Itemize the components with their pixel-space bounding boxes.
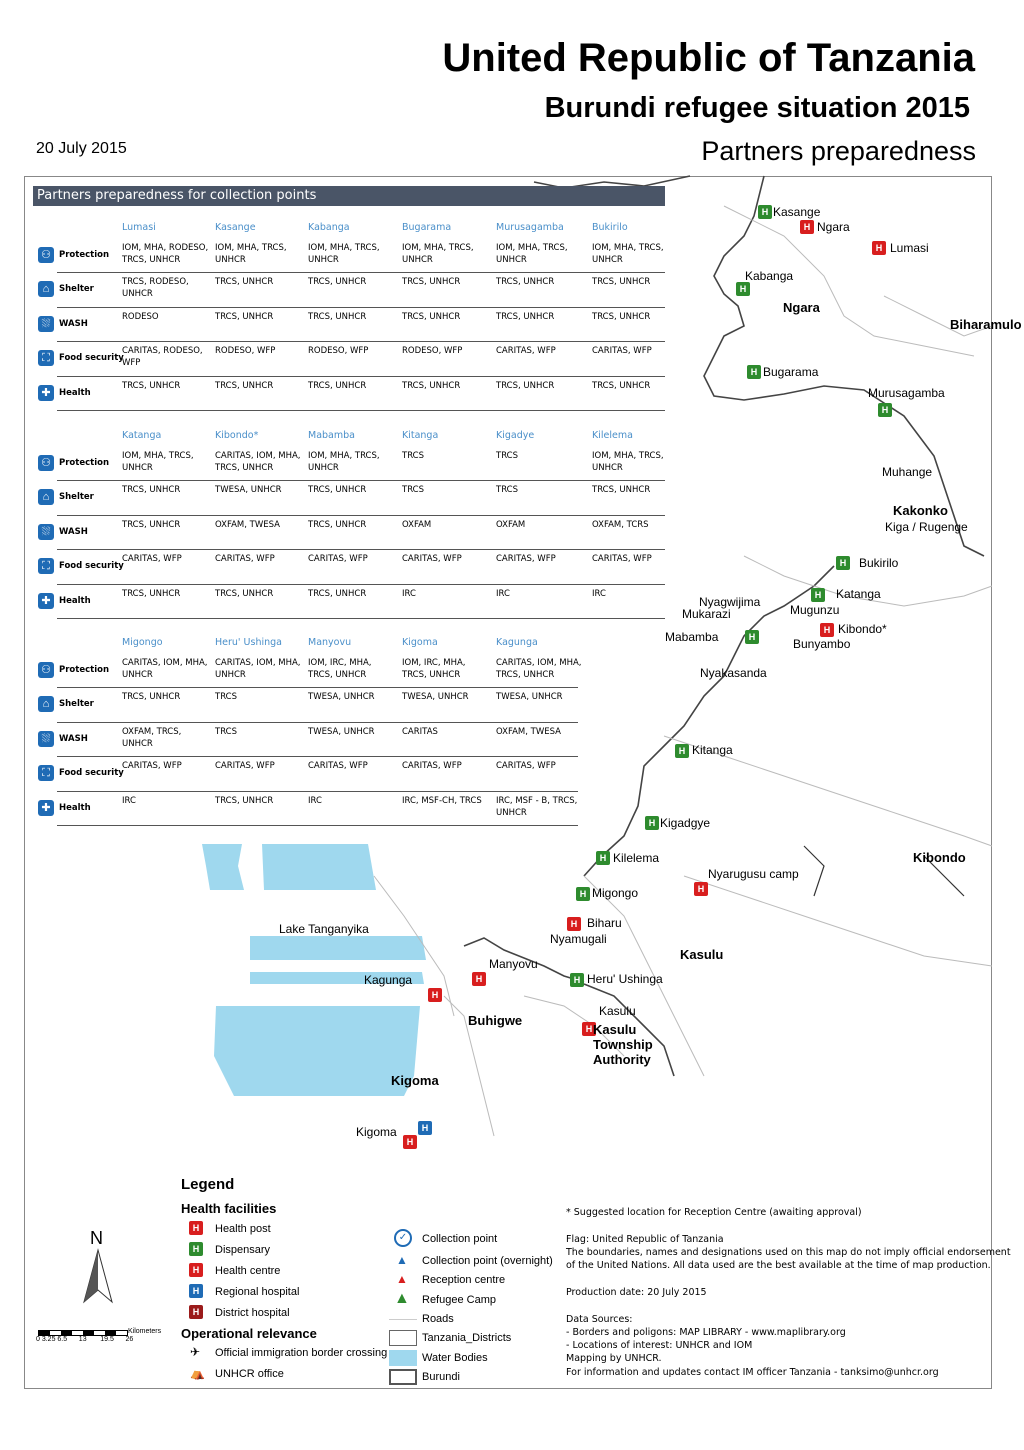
dispensary-icon: H: [576, 887, 590, 901]
map-label-mukarazi: Mukarazi: [682, 607, 731, 621]
dispensary-icon: H: [596, 851, 610, 865]
legend-title: Legend: [181, 1176, 235, 1193]
table-cell: CARITAS, WFP: [592, 346, 652, 357]
row-divider: [57, 825, 578, 826]
row-divider: [57, 618, 665, 619]
district-hospital-icon: H: [800, 220, 814, 234]
map-label-nyarugusu: Nyarugusu camp: [708, 867, 799, 881]
row-divider: [57, 341, 665, 342]
table-cell: RODESO, WFP: [402, 346, 463, 357]
table-cell: CARITAS, WFP: [215, 554, 275, 565]
table-cell: CARITAS, WFP: [308, 761, 368, 772]
site-header: Lumasi: [122, 222, 156, 233]
regional-hospital-icon: H: [418, 1121, 432, 1135]
row-divider: [57, 756, 578, 757]
table-cell: IOM, MHA, TRCS, UNHCR: [308, 243, 380, 265]
wash-icon: ⛆: [38, 316, 54, 332]
map-label-nyagwijima: Nyagwijima: [699, 595, 761, 609]
sector-label: Health: [59, 387, 91, 398]
table-cell: IOM, MHA, TRCS, UNHCR: [592, 451, 664, 473]
districts-swatch: [389, 1330, 417, 1346]
health-icon: ✚: [38, 800, 54, 816]
table-cell: TRCS, UNHCR: [402, 380, 461, 391]
table-cell: RODESO: [122, 311, 159, 322]
dispensary-icon: H: [758, 205, 772, 219]
table-cell: IOM, IRC, MHA, TRCS, UNHCR: [308, 658, 372, 680]
map-label-murusagamba: Murusagamba: [868, 386, 945, 400]
lake-tanganyika-shape: [202, 844, 426, 1096]
table-cell: IOM, MHA, TRCS, UNHCR: [215, 243, 287, 265]
footnote: * Suggested location for Reception Centre (awaiting approval): [566, 1207, 862, 1218]
table-cell: OXFAM: [496, 519, 526, 530]
map-label-kiga-rugenge: Kiga / Rugenge: [885, 520, 968, 534]
sector-label: WASH: [59, 526, 88, 537]
legend-district-hospital: District hospital: [215, 1307, 290, 1319]
health-post-icon: H: [189, 1221, 203, 1235]
map-label-bunyambo: Bunyambo: [793, 637, 851, 651]
site-header: Heru' Ushinga: [215, 637, 282, 648]
map-label-kigoma-district: Kigoma: [391, 1073, 439, 1088]
map-date: 20 July 2015: [36, 140, 127, 157]
map-label-biharamulo: Biharamulo: [950, 317, 1022, 332]
sector-label: WASH: [59, 733, 88, 744]
collection-overnight-icon: ▲: [396, 1253, 408, 1267]
table-cell: TRCS, UNHCR: [215, 588, 274, 599]
map-label-nyamugali: Nyamugali: [550, 932, 607, 946]
table-cell: TRCS, UNHCR: [592, 311, 651, 322]
table-cell: CARITAS, WFP: [496, 761, 556, 772]
burundi-swatch: [389, 1369, 417, 1385]
table-cell: IOM, MHA, TRCS, UNHCR: [592, 243, 664, 265]
table-cell: TRCS, UNHCR: [215, 277, 274, 288]
map-label-mugunzu: Mugunzu: [790, 603, 840, 617]
water-swatch: [389, 1350, 417, 1366]
sector-label: Shelter: [59, 284, 94, 295]
table-cell: TRCS, UNHCR: [402, 277, 461, 288]
dispensary-icon: H: [836, 556, 850, 570]
dispensary-icon: H: [645, 816, 659, 830]
contact-info: For information and updates contact IM officer Tanzania - tanksimo@unhcr.org: [566, 1367, 939, 1378]
table-cell: TWESA, UNHCR: [496, 692, 563, 703]
row-divider: [57, 549, 665, 550]
district-hospital-icon: H: [567, 917, 581, 931]
map-theme: Partners preparedness: [701, 136, 976, 166]
table-cell: TRCS, UNHCR: [215, 795, 274, 806]
table-cell: CARITAS, WFP: [496, 346, 556, 357]
table-cell: TRCS, UNHCR: [215, 311, 274, 322]
table-cell: CARITAS, WFP: [402, 761, 462, 772]
sector-label: Food security: [59, 768, 124, 779]
site-header: Mabamba: [308, 430, 355, 441]
site-header: Bukirilo: [592, 222, 628, 233]
map-label-kakonko: Kakonko: [893, 503, 948, 518]
map-label-mabamba: Mabamba: [665, 630, 719, 644]
map-label-kasulu: Kasulu: [599, 1004, 636, 1018]
scale-unit: Kilometers: [128, 1328, 162, 1335]
map-label-kilelema: Kilelema: [613, 851, 660, 865]
table-cell: CARITAS, RODESO, WFP: [122, 346, 203, 369]
roads-swatch: [389, 1319, 417, 1320]
district-hospital-icon: H: [582, 1022, 596, 1036]
table-cell: OXFAM, TWESA: [496, 726, 561, 737]
table-cell: TWESA, UNHCR: [308, 692, 375, 703]
dispensary-icon: H: [189, 1242, 203, 1256]
row-divider: [57, 722, 578, 723]
map-label-buhigwe: Buhigwe: [468, 1013, 523, 1028]
health-centre-icon: H: [403, 1135, 417, 1149]
unhcr-office-icon: ⛺: [190, 1366, 205, 1380]
mapping-credit: Mapping by UNHCR.: [566, 1353, 662, 1364]
refugee-camp-icon: ▲: [394, 1290, 410, 1307]
health-centre-icon: H: [694, 882, 708, 896]
table-cell: CARITAS, IOM, MHA, UNHCR: [122, 658, 208, 680]
shelter-icon: ⌂: [38, 281, 54, 297]
table-cell: IOM, MHA, RODESO, TRCS, UNHCR: [122, 243, 209, 265]
table-cell: TWESA, UNHCR: [402, 692, 469, 703]
table-cell: TRCS, UNHCR: [592, 485, 651, 496]
map-label-lumasi: Lumasi: [890, 241, 929, 255]
table-cell: IOM, MHA, TRCS, UNHCR: [122, 451, 194, 473]
sector-label: Food security: [59, 353, 124, 364]
protection-icon: ⚇: [38, 247, 54, 263]
legend-collection-point: Collection point: [422, 1233, 498, 1245]
legend-health-centre: Health centre: [215, 1265, 281, 1277]
sector-label: Health: [59, 802, 91, 813]
table-cell: CARITAS, WFP: [215, 761, 275, 772]
legend-health-post: Health post: [215, 1223, 271, 1235]
table-cell: OXFAM, TWESA: [215, 519, 280, 530]
map-label-muhange: Muhange: [882, 465, 933, 479]
dispensary-icon: H: [745, 630, 759, 644]
legend-water-bodies: Water Bodies: [422, 1352, 488, 1364]
table-cell: TRCS, UNHCR: [496, 311, 555, 322]
source-1: - Borders and poligons: MAP LIBRARY - www.maplibrary.org: [566, 1327, 846, 1338]
health-centre-icon: H: [189, 1263, 203, 1277]
food-security-icon: ⛶: [38, 558, 54, 574]
map-label-kigoma: Kigoma: [356, 1125, 397, 1139]
table-cell: CARITAS, WFP: [402, 554, 462, 565]
map-label-kibondo-district: Kibondo: [913, 850, 966, 865]
table-cell: IOM, MHA, TRCS, UNHCR: [308, 451, 380, 473]
table-cell: CARITAS, WFP: [308, 554, 368, 565]
site-header: Kigadye: [496, 430, 535, 441]
shelter-icon: ⌂: [38, 696, 54, 712]
table-cell: TRCS, UNHCR: [122, 485, 181, 496]
disclaimer-line2: of the United Nations. All data used are the best available at the time of map production.: [566, 1260, 991, 1271]
scale-ticks: 0 3.25 6.5 13 19.5 26: [36, 1336, 134, 1343]
table-cell: TWESA, UNHCR: [215, 485, 282, 496]
health-icon: ✚: [38, 385, 54, 401]
sector-label: Health: [59, 595, 91, 606]
map-label-ngara-district: Ngara: [783, 300, 820, 315]
row-divider: [57, 376, 665, 377]
dispensary-icon: H: [811, 588, 825, 602]
map-label-migongo: Migongo: [592, 886, 639, 900]
table-cell: TRCS, UNHCR: [122, 519, 181, 530]
site-header: Kabanga: [308, 222, 350, 233]
table-cell: CARITAS, WFP: [122, 761, 182, 772]
dispensary-icon: H: [570, 973, 584, 987]
table-cell: TRCS, UNHCR: [308, 588, 367, 599]
site-header: Migongo: [122, 637, 163, 648]
table-cell: CARITAS, WFP: [496, 554, 556, 565]
row-divider: [57, 584, 665, 585]
map-label-kasange: Kasange: [773, 205, 821, 219]
legend-health-title: Health facilities: [181, 1201, 277, 1216]
wash-icon: ⛆: [38, 524, 54, 540]
table-cell: OXFAM, TCRS: [592, 519, 649, 530]
table-cell: TRCS: [402, 451, 425, 461]
map-label-kigadgye: Kigadgye: [660, 816, 711, 830]
legend-unhcr-office: UNHCR office: [215, 1368, 284, 1380]
dispensary-icon: H: [878, 403, 892, 417]
legend-regional-hospital: Regional hospital: [215, 1286, 300, 1298]
table-cell: OXFAM, TRCS, UNHCR: [122, 726, 182, 749]
table-cell: CARITAS, WFP: [592, 554, 652, 565]
map-label-lake-tanganyika: Lake Tanganyika: [279, 922, 369, 936]
map-label-kibondo-star: Kibondo*: [838, 622, 887, 636]
sector-label: Shelter: [59, 492, 94, 503]
table-cell: TRCS, UNHCR: [496, 380, 555, 391]
map-label-kasulu-township: Kasulu Township Authority: [593, 1022, 653, 1067]
legend-roads: Roads: [422, 1313, 454, 1325]
legend-ops-title: Operational relevance: [181, 1326, 317, 1341]
table-cell: CARITAS, IOM, MHA, TRCS, UNHCR: [215, 451, 301, 473]
production-date: Production date: 20 July 2015: [566, 1287, 707, 1298]
site-header: Katanga: [122, 430, 162, 441]
sector-label: WASH: [59, 318, 88, 329]
site-header: Murusagamba: [496, 222, 564, 233]
health-centre-icon: H: [872, 241, 886, 255]
legend-reception-centre: Reception centre: [422, 1274, 506, 1286]
sector-label: Shelter: [59, 699, 94, 710]
row-divider: [57, 307, 665, 308]
table-cell: TRCS, UNHCR: [122, 692, 181, 703]
table-cell: IRC: [592, 588, 606, 599]
legend-dispensary: Dispensary: [215, 1244, 271, 1256]
map-label-kagunga: Kagunga: [364, 973, 413, 987]
row-divider: [57, 480, 665, 481]
border-crossing-icon: ✈: [190, 1345, 201, 1359]
table-cell: TRCS, UNHCR: [308, 277, 367, 288]
sector-label: Protection: [59, 250, 109, 260]
legend-districts: Tanzania_Districts: [422, 1332, 512, 1344]
site-header: Kitanga: [402, 430, 439, 441]
dispensary-icon: H: [736, 282, 750, 296]
district-hospital-icon: H: [189, 1305, 203, 1319]
map-label-biharu: Biharu: [587, 916, 622, 930]
site-header: Manyovu: [308, 637, 352, 648]
table-cell: TRCS, UNHCR: [122, 380, 181, 391]
health-icon: ✚: [38, 593, 54, 609]
map-label-kasulu-district: Kasulu: [680, 947, 724, 962]
table-cell: OXFAM: [402, 519, 432, 530]
regional-hospital-icon: H: [189, 1284, 203, 1298]
table-cell: TRCS, UNHCR: [402, 311, 461, 322]
map-label-kitanga: Kitanga: [692, 743, 733, 757]
table-cell: CARITAS: [402, 726, 438, 737]
table-cell: TRCS, UNHCR: [122, 588, 181, 599]
table-cell: CARITAS, WFP: [122, 554, 182, 565]
north-arrow-icon: [82, 1250, 114, 1304]
site-header: Kilelema: [592, 430, 633, 441]
site-header: Kigoma: [402, 637, 438, 648]
table-cell: IRC: [122, 795, 136, 806]
disclaimer-line1: The boundaries, names and designations used on this map do not imply official endorsement: [566, 1247, 1011, 1258]
site-header: Kasange: [215, 222, 256, 233]
food-security-icon: ⛶: [38, 350, 54, 366]
table-cell: TRCS, UNHCR: [308, 380, 367, 391]
table-cell: TRCS: [496, 485, 519, 496]
table-cell: IRC, MSF - B, TRCS, UNHCR: [496, 795, 578, 818]
collection-point-icon: ✓: [394, 1229, 412, 1247]
site-header: Kibondo*: [215, 430, 259, 441]
table-cell: IRC: [496, 588, 510, 599]
row-divider: [57, 687, 578, 688]
table-cell: IRC: [402, 588, 416, 599]
health-centre-icon: H: [472, 972, 486, 986]
row-divider: [57, 515, 665, 516]
table-cell: TRCS: [215, 692, 238, 703]
dispensary-icon: H: [747, 365, 761, 379]
map-label-nyakasanda: Nyakasanda: [700, 666, 767, 680]
table-cell: TRCS, UNHCR: [308, 311, 367, 322]
sector-label: Food security: [59, 561, 124, 572]
table-cell: TRCS, UNHCR: [496, 277, 555, 288]
map-label-bugarama: Bugarama: [763, 365, 819, 379]
shelter-icon: ⌂: [38, 489, 54, 505]
table-cell: TRCS, UNHCR: [215, 380, 274, 391]
sources-title: Data Sources:: [566, 1314, 633, 1325]
table-cell: TWESA, UNHCR: [308, 726, 375, 737]
protection-icon: ⚇: [38, 662, 54, 678]
table-cell: TRCS: [496, 451, 519, 461]
source-2: - Locations of interest: UNHCR and IOM: [566, 1340, 753, 1351]
row-divider: [57, 272, 665, 273]
flag-note: Flag: United Republic of Tanzania: [566, 1234, 724, 1245]
table-cell: IOM, MHA, TRCS, UNHCR: [402, 243, 474, 265]
row-divider: [57, 410, 665, 411]
sector-label: Protection: [59, 458, 109, 468]
table-cell: RODESO, WFP: [308, 346, 369, 357]
map-label-heru-ushinga: Heru' Ushinga: [587, 972, 663, 986]
table-cell: IOM, IRC, MHA, TRCS, UNHCR: [402, 658, 466, 680]
site-header: Bugarama: [402, 222, 452, 233]
table-cell: TRCS, UNHCR: [592, 277, 651, 288]
table-cell: TRCS, RODESO, UNHCR: [122, 277, 189, 300]
district-hospital-icon: H: [820, 623, 834, 637]
map-subtitle: Burundi refugee situation 2015: [544, 92, 970, 124]
table-cell: CARITAS, IOM, MHA, TRCS, UNHCR: [496, 658, 582, 680]
protection-icon: ⚇: [38, 455, 54, 471]
table-cell: TRCS, UNHCR: [308, 519, 367, 530]
legend-collection-overnight: Collection point (overnight): [422, 1255, 553, 1267]
health-centre-icon: H: [428, 988, 442, 1002]
table-cell: TRCS: [215, 726, 238, 737]
legend-burundi: Burundi: [422, 1371, 460, 1383]
wash-icon: ⛆: [38, 731, 54, 747]
sector-label: Protection: [59, 665, 109, 675]
map-label-manyovu: Manyovu: [489, 957, 538, 971]
table-cell: CARITAS, IOM, MHA, UNHCR: [215, 658, 301, 680]
legend-border-crossing: Official immigration border crossing: [215, 1347, 388, 1359]
dispensary-icon: H: [675, 744, 689, 758]
map-label-kabanga: Kabanga: [745, 269, 794, 283]
table-title: Partners preparedness for collection points: [33, 186, 665, 206]
map-label-bukirilo: Bukirilo: [859, 556, 899, 570]
food-security-icon: ⛶: [38, 765, 54, 781]
map-label-ngara-village: Ngara: [817, 220, 850, 234]
map-label-katanga: Katanga: [836, 587, 881, 601]
table-cell: TRCS, UNHCR: [592, 380, 651, 391]
row-divider: [57, 791, 578, 792]
table-cell: TRCS: [402, 485, 425, 496]
map-title: United Republic of Tanzania: [442, 36, 975, 80]
table-cell: RODESO, WFP: [215, 346, 276, 357]
table-cell: IOM, MHA, TRCS, UNHCR: [496, 243, 568, 265]
site-header: Kagunga: [496, 637, 538, 648]
table-cell: IRC, MSF-CH, TRCS: [402, 795, 482, 806]
table-cell: TRCS, UNHCR: [308, 485, 367, 496]
table-cell: IRC: [308, 795, 322, 806]
legend-refugee-camp: Refugee Camp: [422, 1294, 496, 1306]
reception-centre-icon: ▲: [396, 1272, 408, 1286]
north-label: N: [90, 1228, 103, 1248]
